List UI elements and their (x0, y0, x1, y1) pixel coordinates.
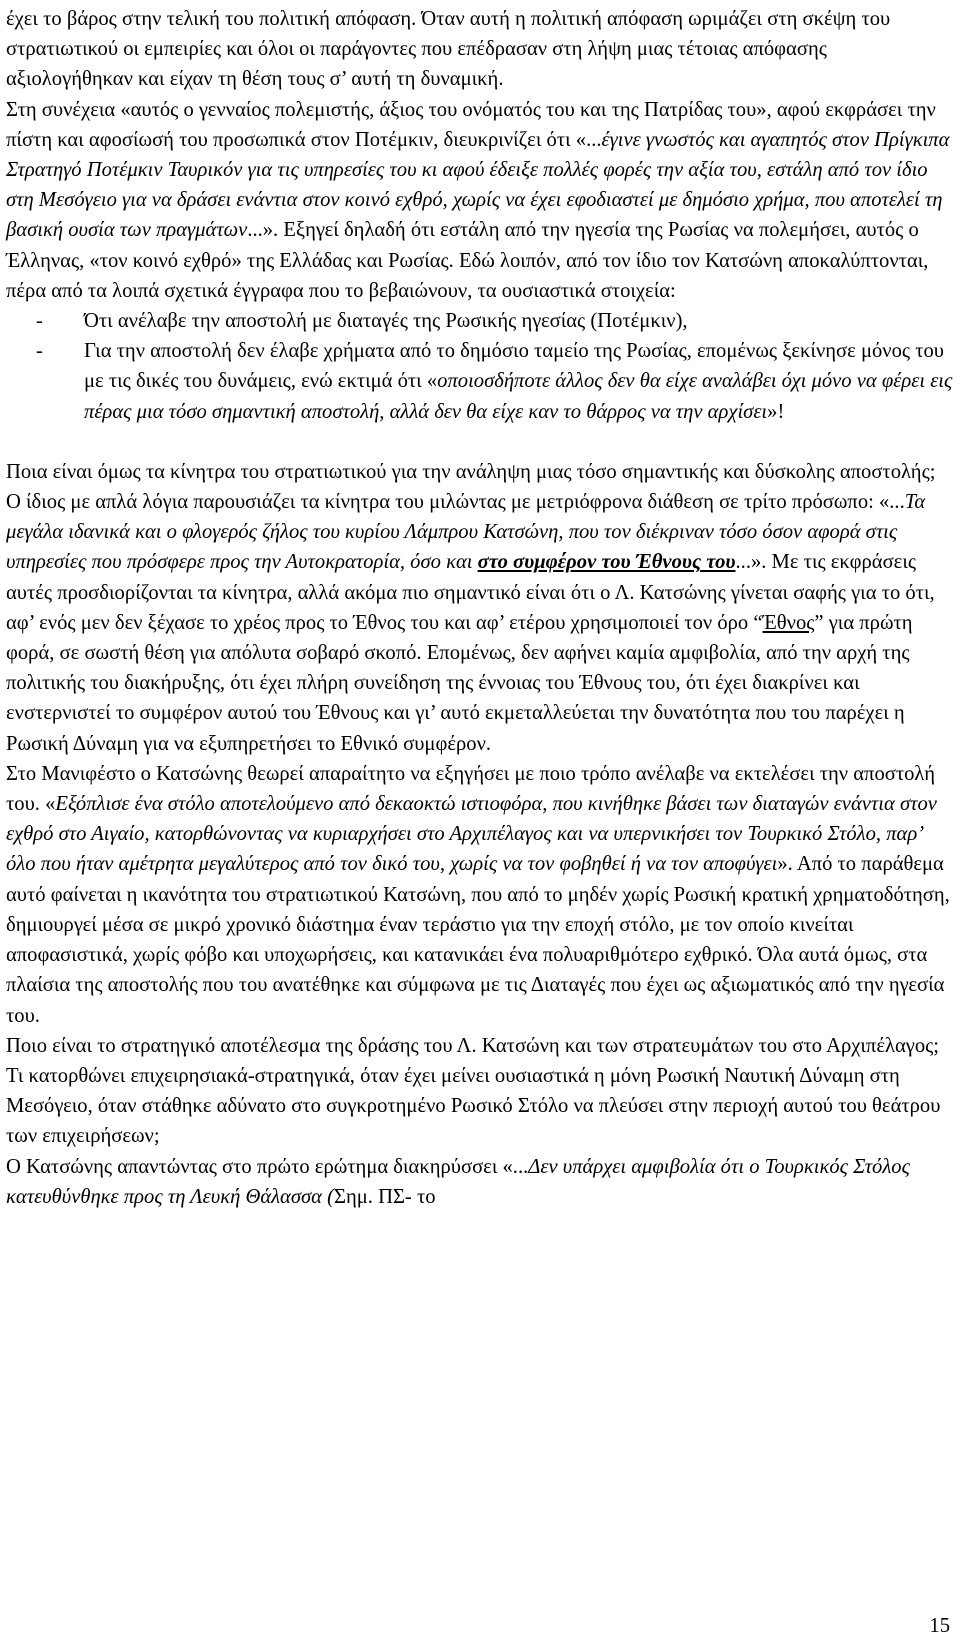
paragraph-strategic-result (6, 1031, 954, 1152)
paragraph-text: Ποια είναι όμως τα κίνητρα του στρατιωτικού για την ανάληψη μιας τόσο σημαντικής και δύσκολης αποστολής; Ο ίδιος με απλά λόγια παρουσιάζει τα κίνητρα του μιλώντας με μετριόφρονα διάθεση σε τρίτο πρόσωπο: «... (6, 460, 936, 514)
paragraph-answer (6, 1152, 954, 1212)
italic-quote: έγινε γνωστός και αγαπητός στον Πρίγκιπα Στρατηγό Ποτέμκιν Ταυρικόν για τις υπηρεσίες του κι αφού έδειξε πολλές φορές την αξία του, εστάλη από τον ίδιο στη Μεσόγειο για να δράσει ενάντια στον κοινό εχθρό, χωρίς να έχει εφοδιαστεί με δημόσιο χρήμα, που αποτελεί τη βασική ουσία των πραγμάτων (6, 128, 950, 242)
bold-underlined-phrase: στο συμφέρον του Έθνους του (477, 551, 736, 574)
document-body (6, 4, 954, 1212)
list-item-text: Ότι ανέλαβε την αποστολή με διαταγές της Ρωσικής ηγεσίας (Ποτέμκιν), (84, 310, 688, 333)
list-item (6, 306, 954, 336)
paragraph-intro (6, 4, 954, 95)
paragraph-fleet (6, 759, 954, 1031)
paragraph-gap (6, 427, 954, 457)
paragraph-text: Ο Κατσώνης απαντώντας στο πρώτο ερώτημα διακηρύσσει «... (6, 1155, 529, 1178)
paragraph-text: ...». Με τις εκφράσεις αυτές προσδιορίζονται τα κίνητρα, αλλά ακόμα πιο σημαντικό είναι ότι ο Λ. Κατσώνης γίνεται σαφής για το ότι, αφ’ ενός μεν δεν ξέχασε το χρέος προς το Έθνος του και αφ’ ετέρου χρησιμοποιεί τον όρο “ (6, 551, 935, 634)
paragraph-manifesto-quote (6, 95, 954, 306)
paragraph-motives (6, 457, 954, 759)
page-number: 15 (929, 1615, 950, 1637)
paragraph-text: ...». Εξηγεί δηλαδή ότι εστάλη από την ηγεσία της Ρωσίας να πολεμήσει, αυτός ο Έλληνας, «τον κοινό εχθρό» της Ελλάδας και Ρωσίας. Εδώ λοιπόν, από τον ίδιο τον Κατσώνη αποκαλύπτονται, πέρα από τα λοιπά σχετικά έγγραφα που το βεβαιώνουν, τα ουσιαστικά στοιχεία: (6, 219, 929, 302)
paragraph-text: ” για πρώτη φορά, σε σωστή θέση για απόλυτα σοβαρό σκοπό. Επομένως, δεν αφήνει καμία αμφιβολία, από την αρχή της πολιτικής του διακήρυξης, ότι έχει πλήρη συνείδηση της έννοιας του Έθνους του, ότι έχει διακρίνει και ενστερνιστεί το συμφέρον αυτού του Έθνους και γι’ αυτό εκμεταλλεύεται την δυνατότητα που του παρέχει η Ρωσική Δύναμη για να εξυπηρετήσει το Εθνικό συμφέρον. (6, 611, 913, 755)
italic-quote: Δεν υπάρχει αμφιβολία ότι ο Τουρκικός Στόλος κατευθύνθηκε προς τη Λευκή Θάλασσα ( (6, 1155, 910, 1208)
paragraph-text: Ποιο είναι το στρατηγικό αποτέλεσμα της δράσης του Λ. Κατσώνη και των στρατευμάτων του στο Αρχιπέλαγος; Τι κατορθώνει επιχειρησιακά-στρατηγικά, όταν έχει μείνει ουσιαστικά η μόνη Ρωσική Ναυτική Δύναμη στη Μεσόγειο, όταν στάθηκε αδύνατο στο συγκροτημένο Ρωσικό Στόλο να πλεύσει στην περιοχή αυτού του θεάτρου των επιχειρήσεων; (6, 1034, 941, 1148)
paragraph-text: έχει το βάρος στην τελική του πολιτική απόφαση. Όταν αυτή η πολιτική απόφαση ωριμάζει στη σκέψη του στρατιωτικού οι εμπειρίες και όλοι οι παράγοντες που επέδρασαν στη λήψη μιας τέτοιας απόφασης αξιολογήθηκαν και είχαν τη θέση τους σ’ αυτή τη δυναμική. (6, 8, 891, 91)
list-item (6, 336, 954, 427)
paragraph-text: »! (767, 400, 785, 423)
underlined-term: Έθνος (762, 611, 815, 634)
bullet-dash: - (36, 340, 43, 363)
bullet-dash: - (36, 310, 43, 333)
italic-quote: Εξόπλισε ένα στόλο αποτελούμενο από δεκαοκτώ ιστιοφόρα, που κινήθηκε βάσει των διαταγών ενάντια στον εχθρό στο Αιγαίο, κατορθώνοντας να κυριαρχήσει στο Αρχιπέλαγος και να υπερνικήσει τον Τουρκικό Στόλο, παρ’ όλο που ήταν αμέτρητα μεγαλύτερος από τον δικό του, χωρίς να τον φοβηθεί ή να τον αποφύγει (6, 793, 937, 876)
paragraph-text: Στη συνέχεια «αυτός ο γενναίος πολεμιστής, άξιος του ονόματός του και της Πατρίδας του», αφού εκφράσει την πίστη και αφοσίωσή του προσωπικά στον Ποτέμκιν, διευκρινίζει ότι «... (6, 98, 936, 151)
paragraph-text: Για την αποστολή δεν έλαβε χρήματα από το δημόσιο ταμείο της Ρωσίας, επομένως ξεκίνησε μόνος του με τις δικές του δυνάμεις, ενώ εκτιμά ότι « (84, 340, 944, 393)
paragraph-text: Σημ. ΠΣ- το (333, 1185, 436, 1208)
list-item-text (80, 336, 954, 427)
italic-quote: οποιοσδήποτε άλλος δεν θα είχε αναλάβει όχι μόνο να φέρει εις πέρας μια τόσο σημαντική αποστολή, αλλά δεν θα είχε καν το θάρρος να την αρχίσει (84, 370, 953, 423)
italic-quote: Τα μεγάλα ιδανικά και ο φλογερός ζήλος του κυρίου Λάμπρου Κατσώνη, που τον διέκριναν τόσο όσον αφορά στις υπηρεσίες που πρόσφερε προς την Αυτοκρατορία, όσο και (6, 491, 926, 574)
paragraph-text: Στο Μανιφέστο ο Κατσώνης θεωρεί απαραίτητο να εξηγήσει με ποιο τρόπο ανέλαβε να εκτελέσει την αποστολή του. « (6, 762, 936, 816)
paragraph-text: ». Από το παράθεμα αυτό φαίνεται η ικανότητα του στρατιωτικού Κατσώνη, που από το μηδέν χωρίς Ρωσική κρατική χρηματοδότηση, δημιουργεί μέσα σε μικρό χρονικό διάστημα έναν τεράστιο για την εποχή στόλο, με τον οποίο κινείται αποφασιστικά, χωρίς φόβο και υποχωρήσεις, και κατανικάει ένα πολυαριθμότερο εχθρικό. Όλα αυτά όμως, στα πλαίσια της αποστολής που του ανατέθηκε και σύμφωνα με τις Διαταγές που έχει ως αξιωματικός από την ηγεσία του. (6, 853, 950, 1027)
